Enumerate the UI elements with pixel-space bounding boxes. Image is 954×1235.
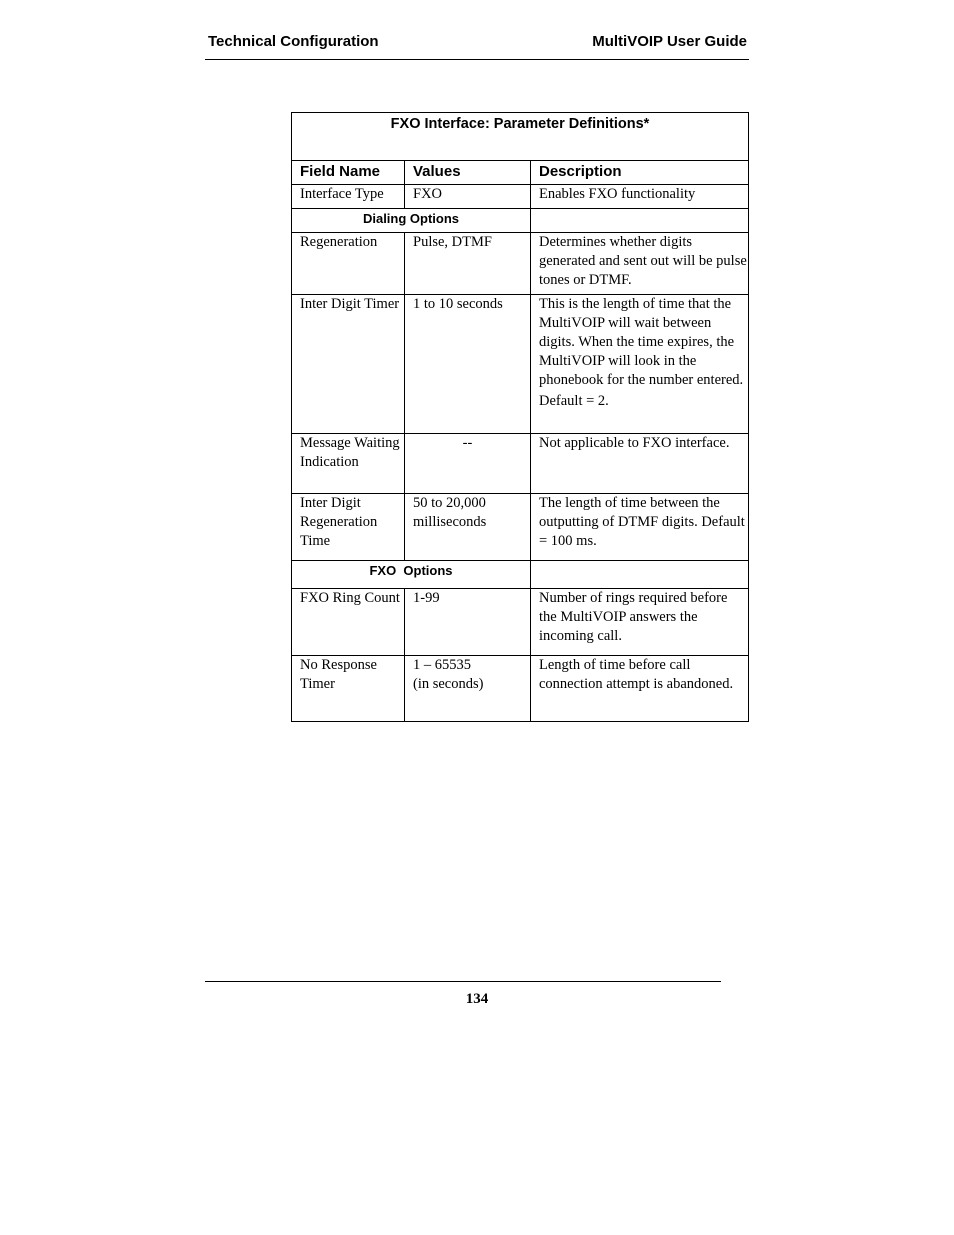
field-name-cell: Regeneration <box>292 233 405 295</box>
table-row <box>292 185 749 209</box>
description-cell: The length of time between the outputting of DTMF digits. Default = 100 ms. <box>531 494 749 561</box>
field-name-cell: FXO Ring Count <box>292 589 405 656</box>
section-row <box>292 561 749 589</box>
values-cell: 1 – 65535 (in seconds) <box>405 656 531 722</box>
column-header-values: Values <box>405 161 531 185</box>
parameter-table <box>291 112 749 722</box>
field-name-cell: Inter Digit Regeneration Time <box>292 494 405 561</box>
table-row <box>292 494 749 561</box>
description-cell: Number of rings required before the MultiVOIP answers the incoming call. <box>531 589 749 656</box>
values-cell: FXO <box>405 185 531 209</box>
table-row <box>292 233 749 295</box>
table-row <box>292 434 749 494</box>
values-cell: 1 to 10 seconds <box>405 295 531 434</box>
running-header-section: Technical Configuration <box>208 33 379 50</box>
values-cell: 1-99 <box>405 589 531 656</box>
description-cell: Determines whether digits generated and sent out will be pulse tones or DTMF. <box>531 233 749 295</box>
table-title-row <box>292 113 749 161</box>
column-header-field-name: Field Name <box>292 161 405 185</box>
header-rule <box>205 59 749 60</box>
description-cell <box>531 295 749 434</box>
table-row <box>292 589 749 656</box>
table-title: FXO Interface: Parameter Definitions* <box>292 113 749 161</box>
page-number: 134 <box>465 991 489 1007</box>
table-header-row <box>292 161 749 185</box>
field-name-cell: No Response Timer <box>292 656 405 722</box>
field-name-cell: Interface Type <box>292 185 405 209</box>
description-cell: Length of time before call connection attempt is abandoned. <box>531 656 749 722</box>
description-text: This is the length of time that the MultiVOIP will wait between digits. When the time expires, the MultiVOIP will look in the phonebook for the number entered. <box>539 296 744 388</box>
description-default: Default = 2. <box>539 393 609 409</box>
values-cell: Pulse, DTMF <box>405 233 531 295</box>
running-header-title: MultiVOIP User Guide <box>592 33 747 50</box>
field-name-cell: Message Waiting Indication <box>292 434 405 494</box>
description-cell: Enables FXO functionality <box>531 185 749 209</box>
section-row <box>292 209 749 233</box>
section-empty-cell <box>531 209 749 233</box>
values-cell: 50 to 20,000 milliseconds <box>405 494 531 561</box>
table-row <box>292 295 749 434</box>
description-cell: Not applicable to FXO interface. <box>531 434 749 494</box>
section-title-fxo-options: FXO Options <box>292 561 531 589</box>
table-row <box>292 656 749 722</box>
section-empty-cell <box>531 561 749 589</box>
field-name-cell: Inter Digit Timer <box>292 295 405 434</box>
column-header-description: Description <box>531 161 749 185</box>
section-title-dialing-options: Dialing Options <box>292 209 531 233</box>
footer-rule <box>205 981 721 982</box>
values-cell: -- <box>405 434 531 494</box>
